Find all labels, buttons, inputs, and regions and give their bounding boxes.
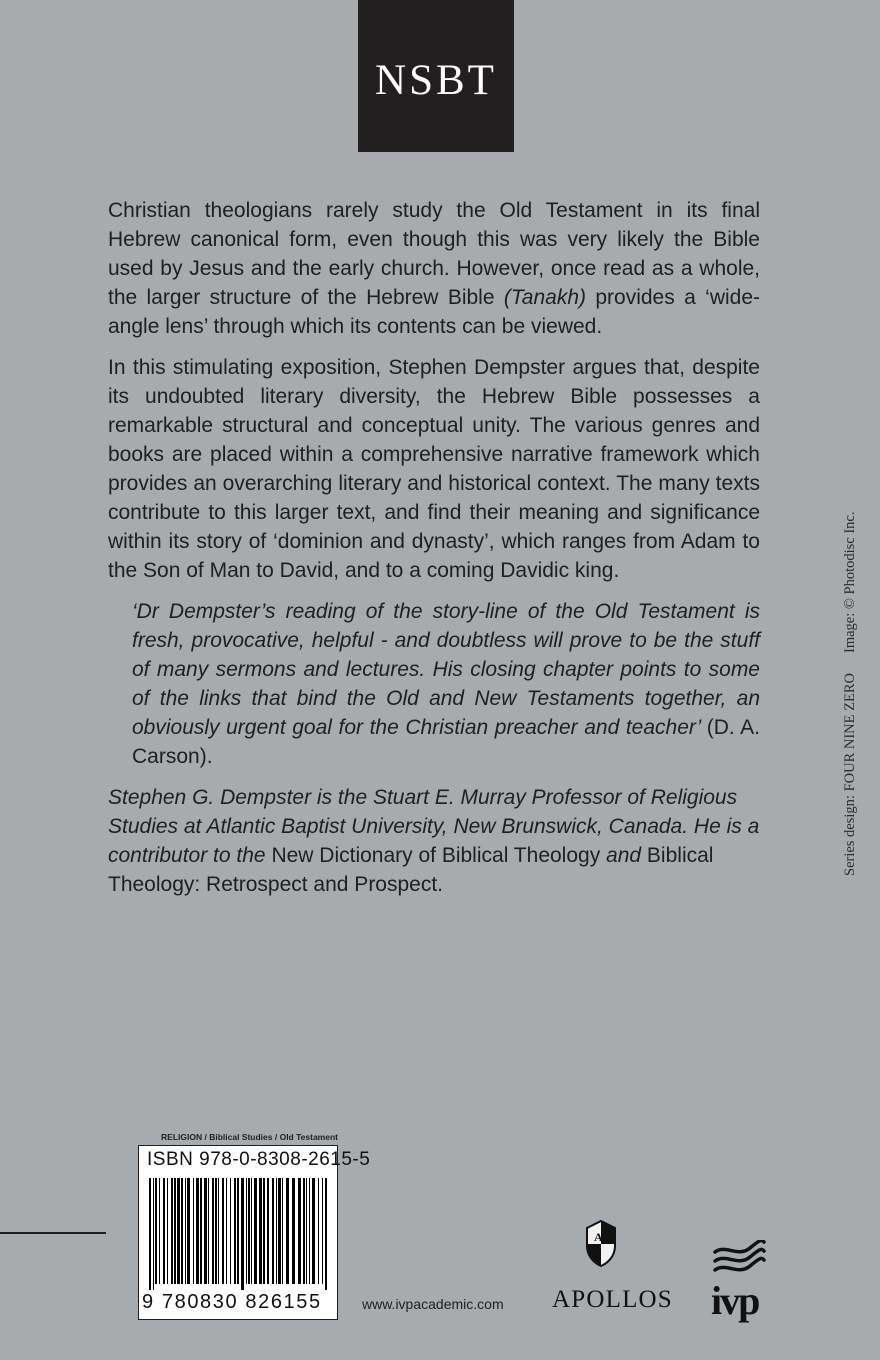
barcode-bar	[325, 1178, 327, 1290]
book-title-1: New Dictionary of Biblical Theology	[271, 844, 601, 867]
ivp-logo-text: ivp	[711, 1278, 759, 1323]
barcode-bar	[155, 1178, 157, 1284]
barcode-bar	[248, 1178, 250, 1284]
barcode-bar	[226, 1178, 227, 1284]
barcode-bar	[153, 1178, 154, 1290]
author-bio: Stephen G. Dempster is the Stuart E. Murray Professor of Religious Studies at Atlantic Baptist University, New Brunswick, Canada. He is a contributor to the New Dictionary of Biblical Theology and Biblical Theology: Retrospect and Prospect.	[108, 786, 760, 896]
design-credit: Series design: FOUR NINE ZERO	[842, 673, 858, 876]
barcode-bar	[230, 1178, 231, 1284]
apollos-logo-text: APOLLOS	[552, 1286, 673, 1313]
quote-attribution: (D. A. Carson).	[132, 716, 760, 768]
barcode-bar	[177, 1178, 180, 1284]
barcode-bar	[298, 1178, 301, 1284]
book-title-2: Biblical Theology: Retrospect and Prospect.	[108, 844, 714, 896]
barcode-bar	[174, 1178, 176, 1284]
barcode-bar	[163, 1178, 165, 1284]
barcode-bar	[306, 1178, 307, 1284]
barcode-bar	[263, 1178, 265, 1284]
barcode-bar	[272, 1178, 274, 1284]
barcode-bar	[208, 1178, 209, 1284]
barcode-icon	[147, 1178, 333, 1290]
barcode-bar	[254, 1178, 257, 1284]
apollos-shield-letter: A	[594, 1230, 603, 1244]
isbn-digits: 9 780830 826155	[142, 1291, 322, 1313]
series-logo-box	[358, 0, 514, 152]
barcode-bar	[149, 1178, 151, 1290]
barcode-bar	[234, 1178, 236, 1284]
barcode-bar	[322, 1178, 323, 1284]
back-cover-blurb	[108, 196, 760, 911]
barcode-bar	[292, 1178, 295, 1284]
barcode-bar	[196, 1178, 199, 1284]
barcode-bar	[212, 1178, 214, 1284]
barcode-bar	[218, 1178, 219, 1284]
barcode-bar	[251, 1178, 252, 1284]
barcode-bar	[222, 1178, 224, 1284]
barcode-bar	[193, 1178, 194, 1284]
trim-line	[0, 1232, 106, 1234]
barcode-bar	[286, 1178, 289, 1284]
barcode-bar	[241, 1178, 244, 1290]
image-credit: Image: © Photodisc Inc.	[842, 511, 858, 653]
isbn-label: ISBN 978-0-8308-2615-5	[147, 1149, 371, 1170]
endorsement-quote	[108, 597, 760, 771]
barcode-bar	[282, 1178, 283, 1284]
barcode-bar	[167, 1178, 168, 1284]
barcode-bar	[181, 1178, 183, 1284]
barcode-bar	[159, 1178, 160, 1284]
ivp-waves-icon	[712, 1240, 766, 1280]
barcode-bar	[204, 1178, 207, 1284]
barcode-bar	[276, 1178, 277, 1284]
barcode-bar	[185, 1178, 186, 1284]
barcode-bar	[171, 1178, 173, 1284]
blurb-paragraph-2: In this stimulating exposition, Stephen Dempster argues that, despite its undoubted literary diversity, the Hebrew Bible possesses a remarkable structural and conceptual unity. The various genres and books are placed within a comprehensive narrative framework which provides an overarching literary and historical context. The many texts contribute to this larger text, and find their meaning and significance within its story of ‘dominion and dynasty’, which ranges from Adam to the Son of Man to David, and to a coming Davidic king.	[108, 356, 760, 582]
barcode-bar	[303, 1178, 305, 1284]
apollos-shield-icon	[584, 1218, 618, 1268]
barcode-bar	[237, 1178, 239, 1284]
barcode-bar	[215, 1178, 217, 1284]
barcode-bar	[259, 1178, 262, 1284]
barcode-bar	[200, 1178, 202, 1284]
barcode-bar	[309, 1178, 310, 1284]
isbn-barcode-box	[138, 1145, 371, 1320]
barcode-bar	[246, 1178, 247, 1284]
image-credits	[842, 512, 859, 877]
publisher-website: www.ivpacademic.com	[362, 1296, 504, 1312]
barcode-bar	[318, 1178, 319, 1284]
tanakh-term: (Tanakh)	[503, 286, 586, 309]
category-label: RELIGION / Biblical Studies / Old Testament	[161, 1132, 338, 1142]
quote-text: ‘Dr Dempster’s reading of the story-line of the Old Testament is fresh, provocative, helpful - and doubtless will prove to be the stuff of many sermons and lectures. His closing chapter points to some of the links that bind the Old and New Testaments together, an obviously urgent goal for the Christian preacher and teacher’	[132, 600, 760, 739]
barcode-bar	[278, 1178, 281, 1284]
barcode-bar	[187, 1178, 190, 1284]
barcode-bar	[312, 1178, 315, 1284]
barcode-bar	[267, 1178, 269, 1284]
blurb-paragraph-1: Christian theologians rarely study the Old Testament in its final Hebrew canonical form, even though this was very likely the Bible used by Jesus and the early church. However, once read as a whole, the larger structure of the Hebrew Bible (Tanakh) provides a ‘wide-angle lens’ through which its contents can be viewed.	[108, 199, 760, 338]
series-label: NSBT	[375, 56, 497, 104]
